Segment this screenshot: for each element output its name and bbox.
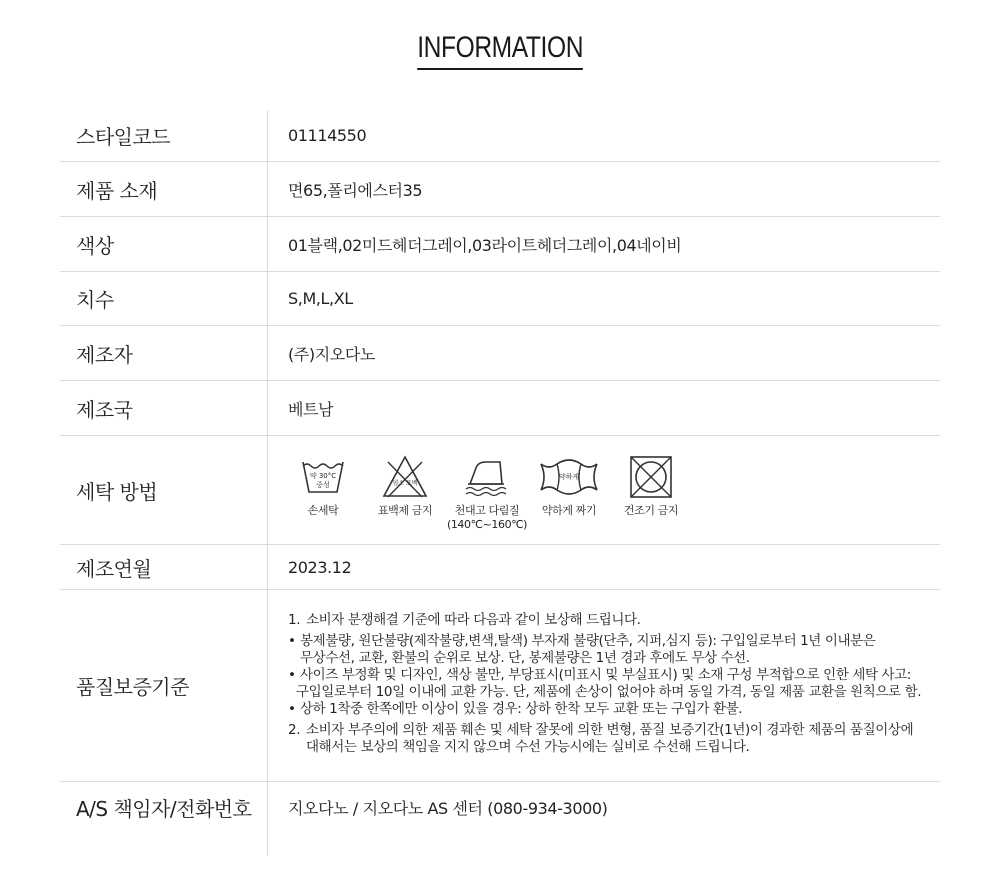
label-color: 색상 xyxy=(76,233,114,258)
hand-wash-30-icon xyxy=(300,454,346,500)
svg-text:염소 표백: 염소 표백 xyxy=(392,480,418,487)
label-warranty: 품질보증기준 xyxy=(76,675,189,699)
no-bleach-icon xyxy=(382,454,428,500)
value-style-code: 01114550 xyxy=(288,126,367,145)
caption-iron-line2: (140℃~160℃) xyxy=(446,518,528,531)
label-size: 치수 xyxy=(76,288,114,312)
warranty-bullet-3: • 상하 1착중 한쪽에만 이상이 있을 경우: 상하 한착 모두 교환 또는 구입가 환불. xyxy=(288,701,743,717)
row-size xyxy=(60,272,940,326)
value-size: S,M,L,XL xyxy=(288,289,353,308)
warranty-item-1: 1. 소비자 분쟁해결 기준에 따라 다음과 같이 보상해 드립니다. xyxy=(288,612,641,628)
warranty-bullet-2: • 사이즈 부정확 및 디자인, 색상 불만, 부당표시(미표시 및 부실표시) 및 소재 구성 부적합으로 인한 세탁 사고: 구입일로부터 10일 이내에 교환 가능. 단, 제품에 손상이 없어야 하며 동일 가격, 동일 제품 교환을 원칙으로 함. xyxy=(288,667,922,700)
care-icons xyxy=(282,454,692,532)
page-title: INFORMATION xyxy=(417,30,583,70)
care-item-no-bleach xyxy=(364,454,446,532)
warranty-item-2: 2. 소비자 부주의에 의한 제품 훼손 및 세탁 잘못에 의한 변형, 품질 보증기간(1년)이 경과한 제품의 품질이상에 대해서는 보상의 책임을 지지 않으며 수선 가능시에는 실비로 수선해 드립니다. xyxy=(288,722,914,755)
care-item-no-dryer xyxy=(610,454,692,532)
caption-no-dryer: 건조기 금지 xyxy=(623,504,679,517)
label-date: 제조연월 xyxy=(76,556,152,581)
caption-wring: 약하게 짜기 xyxy=(541,504,597,517)
value-as: 지오다노 / 지오다노 AS 센터 (080-934-3000) xyxy=(288,798,608,818)
caption-iron-line1: 천대고 다림질 xyxy=(454,504,520,517)
iron-cloth-icon xyxy=(464,454,510,500)
value-color: 01블랙,02미드헤더그레이,03라이트헤더그레이,04네이비 xyxy=(288,235,682,255)
row-warranty xyxy=(60,590,940,782)
label-as: A/S 책임자/전화번호 xyxy=(76,796,252,821)
label-maker: 제조자 xyxy=(76,342,133,367)
row-material xyxy=(60,162,940,217)
label-care: 세탁 방법 xyxy=(76,479,158,504)
svg-text:중성: 중성 xyxy=(316,481,330,489)
label-style-code: 스타일코드 xyxy=(76,125,171,149)
page-title-wrap xyxy=(0,30,1000,70)
value-material: 면65,폴리에스터35 xyxy=(288,180,423,200)
care-item-hand-wash xyxy=(282,454,364,532)
caption-hand-wash: 손세탁 xyxy=(307,504,339,517)
care-item-wring xyxy=(528,454,610,532)
value-date: 2023.12 xyxy=(288,557,352,577)
info-table xyxy=(60,110,940,856)
label-material: 제품 소재 xyxy=(76,178,158,203)
row-maker xyxy=(60,326,940,381)
svg-text:약 30°C: 약 30°C xyxy=(309,472,337,480)
row-date xyxy=(60,545,940,590)
value-maker: (주)지오다노 xyxy=(288,344,375,364)
caption-iron xyxy=(447,504,527,532)
caption-no-bleach: 표백제 금지 xyxy=(377,504,433,517)
row-care xyxy=(60,436,940,545)
label-country: 제조국 xyxy=(76,397,133,422)
row-style-code xyxy=(60,110,940,162)
row-color xyxy=(60,217,940,272)
gentle-wring-icon xyxy=(539,454,599,500)
care-item-iron xyxy=(446,454,528,532)
warranty-text xyxy=(288,612,921,756)
svg-text:약하게: 약하게 xyxy=(558,473,580,481)
row-as xyxy=(60,782,940,856)
value-country: 베트남 xyxy=(288,399,334,419)
warranty-bullet-1: • 봉제불량, 원단불량(제작불량,변색,탈색) 부자재 불량(단추, 지퍼,심지 등): 구입일로부터 1년 이내분은 무상수선, 교환, 환불의 순위로 보상. 단, 봉제불량은 1년 경과 후에도 무상 수선. xyxy=(288,633,876,666)
no-tumble-dry-icon xyxy=(628,454,674,500)
row-country xyxy=(60,381,940,436)
